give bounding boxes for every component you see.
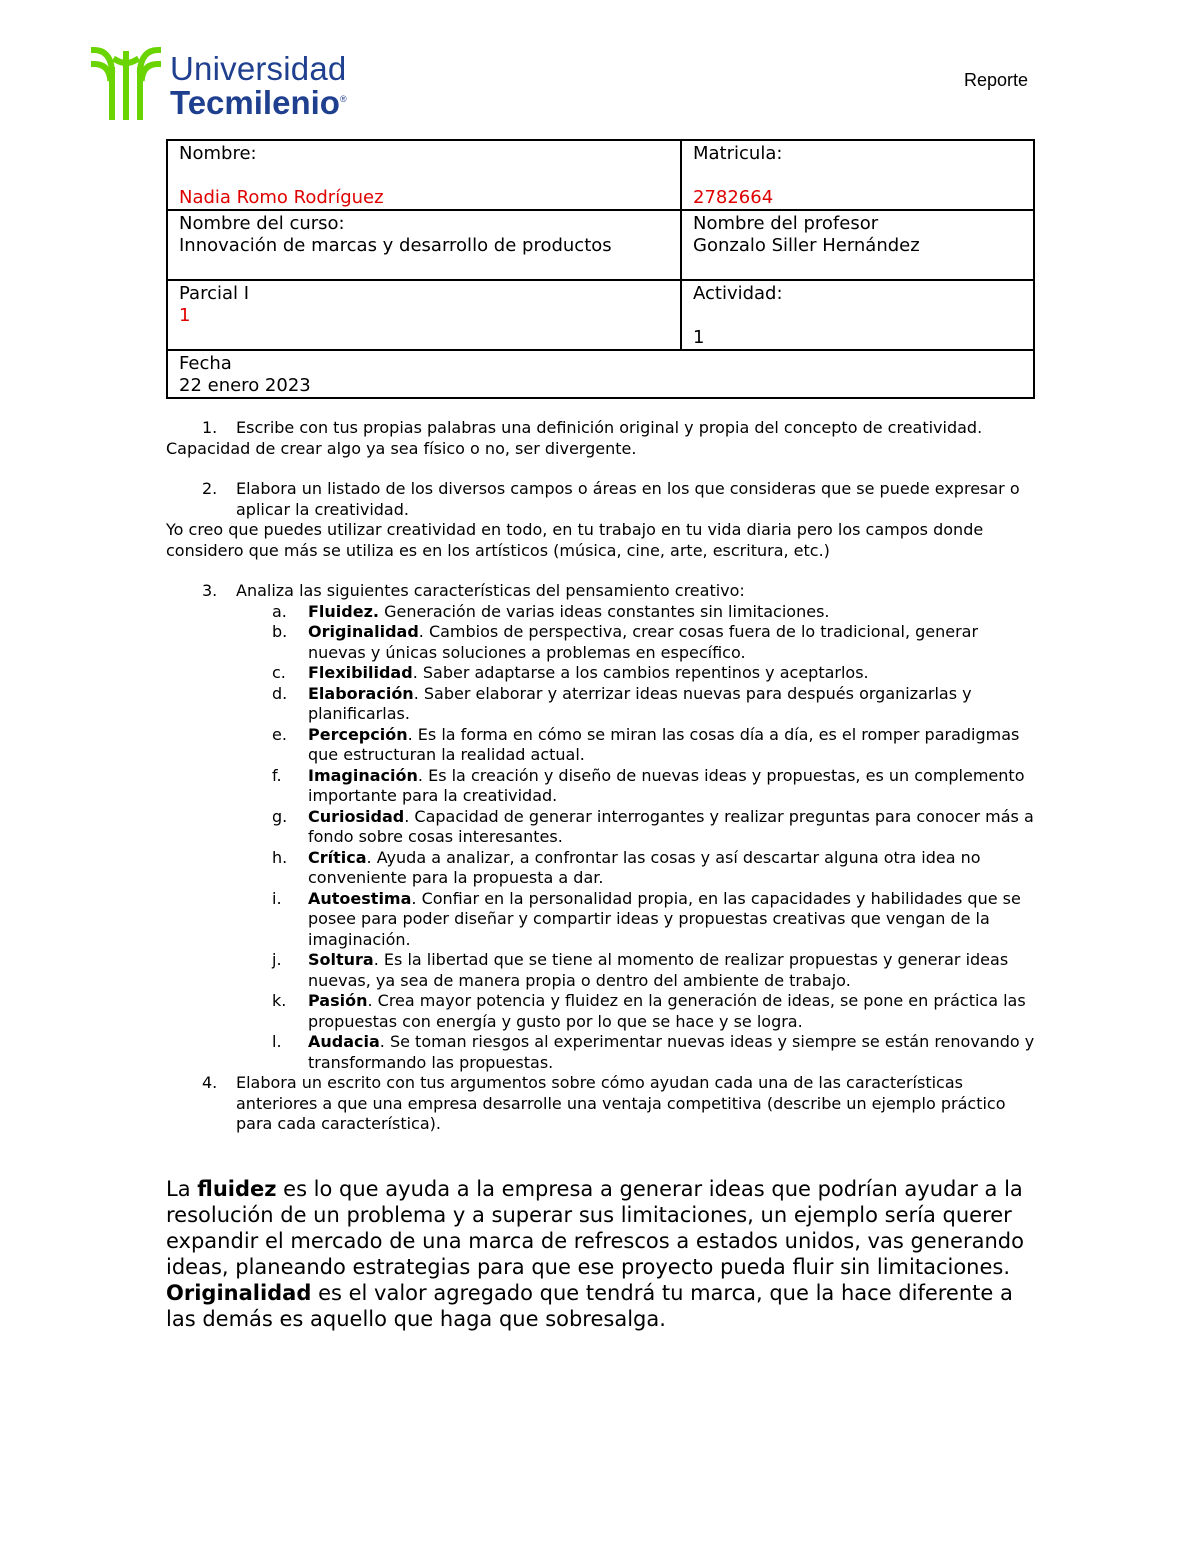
item-desc: . Se toman riesgos al experimentar nuevas ideas y siempre se están renovando y transformando las propuestas.	[308, 1032, 1035, 1072]
list-item	[166, 889, 1036, 951]
nombre-cell	[167, 140, 681, 210]
essay-paragraph-fluidez	[166, 1176, 1026, 1280]
essay-p1-rest: es lo que ayuda a la empresa a generar ideas que podrían ayudar a la resolución de un problema y a superar sus limitaciones, un ejemplo sería querer expandir el mercado de una marca de refrescos a estados unidos, vas generando ideas, planeando estrategias para que ese proyecto pueda fluir sin limitaciones.	[166, 1177, 1024, 1279]
item-letter: f.	[272, 765, 282, 785]
matricula-value: 2782664	[693, 187, 774, 208]
list-item	[166, 602, 1036, 623]
logo-line-tecmilenio	[170, 84, 347, 122]
actividad-label: Actividad:	[693, 283, 783, 304]
item-term: Fluidez.	[308, 601, 379, 621]
item-desc: . Saber adaptarse a los cambios repentinos y aceptarlos.	[412, 663, 869, 682]
item-term: Elaboración	[308, 683, 414, 703]
question-number: 4.	[202, 1073, 218, 1092]
essay-p2-rest: es el valor agregado que tendrá tu marca, que la hace diferente a las demás es aquello que haga que sobresalga.	[166, 1281, 1013, 1331]
question-3	[166, 581, 1036, 602]
item-letter: i.	[272, 888, 282, 908]
list-item	[166, 950, 1036, 991]
item-desc: . Es la creación y diseño de nuevas ideas y propuestas, es un complemento importante para la creatividad.	[308, 765, 1025, 805]
item-letter: d.	[272, 683, 288, 703]
profesor-cell	[681, 210, 1034, 280]
tecmilenio-emblem-icon	[90, 44, 162, 120]
item-desc: . Crea mayor potencia y fluidez en la generación de ideas, se pone en práctica las propuestas con energía y gusto por lo que se hace y se logra.	[308, 991, 1026, 1031]
item-desc: . Es la forma en cómo se miran las cosas día a día, es el romper paradigmas que estructuran la realidad actual.	[308, 724, 1020, 764]
report-label: Reporte	[963, 70, 1028, 90]
item-desc: . Confiar en la personalidad propia, en las capacidades y habilidades que se posee para poder diseñar y compartir ideas y propuestas creativas que vengan de la imaginación.	[308, 888, 1021, 949]
list-item	[166, 663, 1036, 684]
question-number: 3.	[202, 581, 218, 600]
question-text: Elabora un escrito con tus argumentos sobre cómo ayudan cada una de las características anteriores a que una empresa desarrolle una ventaja competitiva (describe un ejemplo práctico para cada característica).	[236, 1073, 1006, 1133]
item-desc: . Ayuda a analizar, a confrontar las cosas y así descartar alguna otra idea no conveniente para la propuesta a dar.	[308, 847, 981, 887]
item-term: Autoestima	[308, 888, 412, 908]
questions-section	[166, 418, 1036, 1135]
item-letter: e.	[272, 724, 287, 744]
nombre-label: Nombre:	[179, 143, 257, 164]
item-term: Percepción	[308, 724, 408, 744]
item-desc: Generación de varias ideas constantes sin limitaciones.	[378, 601, 830, 621]
item-letter: k.	[272, 991, 287, 1010]
fecha-label: Fecha	[179, 353, 232, 374]
list-item	[166, 848, 1036, 889]
parcial-cell	[167, 280, 681, 350]
university-logo	[90, 44, 370, 120]
actividad-value: 1	[693, 327, 705, 348]
item-term: Audacia	[308, 1032, 380, 1051]
essay-section	[166, 1176, 1026, 1332]
question-text: Escribe con tus propias palabras una definición original y propia del concepto de creatividad.	[236, 418, 983, 437]
curso-label: Nombre del curso:	[179, 213, 345, 234]
essay-p2-term: Originalidad	[166, 1281, 312, 1305]
fecha-value: 22 enero 2023	[179, 375, 311, 396]
profesor-label: Nombre del profesor	[693, 213, 879, 234]
answer-2: Yo creo que puedes utilizar creatividad en todo, en tu trabajo en tu vida diaria pero los campos donde considero que más se utiliza es en los artísticos (música, cine, arte, escritura, etc.)	[166, 520, 984, 560]
item-term: Imaginación	[308, 765, 418, 785]
list-item	[166, 991, 1036, 1032]
question-4	[166, 1073, 1036, 1135]
essay-paragraph-originalidad	[166, 1280, 1026, 1332]
item-term: Soltura	[308, 950, 374, 969]
parcial-label: Parcial I	[179, 283, 250, 304]
item-term: Curiosidad	[308, 806, 405, 826]
item-letter: a.	[272, 601, 287, 621]
actividad-cell	[681, 280, 1034, 350]
answer-1: Capacidad de crear algo ya sea físico o no, ser divergente.	[166, 438, 637, 458]
item-term: Flexibilidad	[308, 663, 413, 682]
profesor-value: Gonzalo Siller Hernández	[693, 235, 920, 256]
question-text: Elabora un listado de los diversos campos o áreas en los que consideras que se puede expresar o aplicar la creatividad.	[236, 479, 1020, 519]
item-letter: j.	[272, 950, 282, 969]
curso-cell	[167, 210, 681, 280]
item-desc: . Cambios de perspectiva, crear cosas fuera de lo tradicional, generar nuevas y únicas soluciones a problemas en específico.	[308, 622, 979, 662]
curso-value: Innovación de marcas y desarrollo de productos	[179, 235, 612, 256]
item-term: Crítica	[308, 847, 367, 867]
parcial-value: 1	[179, 305, 191, 326]
list-item	[166, 766, 1036, 807]
item-desc: . Capacidad de generar interrogantes y realizar preguntas para conocer más a fondo sobre cosas interesantes.	[308, 806, 1034, 846]
registered-mark: ®	[339, 94, 347, 104]
logo-line-tecmilenio-text: Tecmilenio	[170, 84, 340, 121]
question-number: 2.	[202, 479, 218, 498]
matricula-label: Matricula:	[693, 143, 783, 164]
list-item	[166, 807, 1036, 848]
essay-p1-pre: La	[166, 1177, 198, 1201]
item-letter: g.	[272, 806, 288, 826]
item-desc: . Es la libertad que se tiene al momento de realizar propuestas y generar ideas nuevas, ya sea de manera propia o dentro del ambiente de trabajo.	[308, 950, 1009, 990]
fecha-cell	[167, 350, 1034, 398]
list-item	[166, 1032, 1036, 1073]
item-term: Originalidad	[308, 622, 419, 641]
question-2	[166, 479, 1036, 520]
list-item	[166, 725, 1036, 766]
list-item	[166, 622, 1036, 663]
essay-p1-term: fluidez	[197, 1177, 277, 1201]
student-info-table	[166, 139, 1035, 399]
item-letter: b.	[272, 622, 288, 641]
question-1	[166, 418, 1036, 439]
item-term: Pasión	[308, 991, 368, 1010]
list-item	[166, 684, 1036, 725]
nombre-value: Nadia Romo Rodríguez	[179, 187, 384, 208]
item-desc: . Saber elaborar y aterrizar ideas nuevas para después organizarlas y planificarlas.	[308, 683, 972, 723]
question-text: Analiza las siguientes características del pensamiento creativo:	[236, 581, 745, 600]
matricula-cell	[681, 140, 1034, 210]
item-letter: c.	[272, 663, 286, 682]
item-letter: l.	[272, 1032, 282, 1051]
question-number: 1.	[202, 418, 218, 437]
item-letter: h.	[272, 847, 288, 867]
logo-line-universidad: Universidad	[170, 50, 347, 87]
